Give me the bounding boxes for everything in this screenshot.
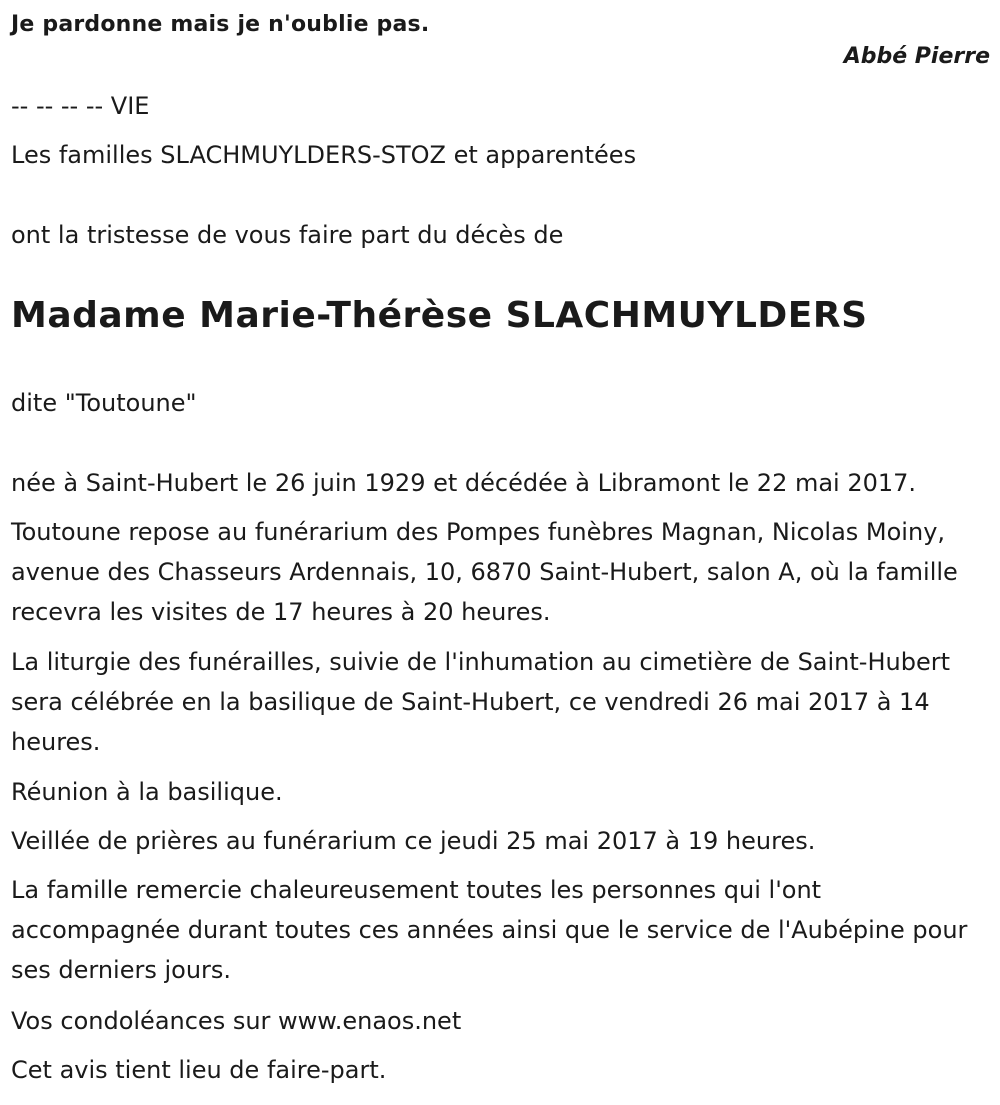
closing-paragraph: Cet avis tient lieu de faire-part. <box>11 1056 387 1084</box>
condolences-paragraph: Vos condoléances sur www.enaos.net <box>11 1007 462 1035</box>
birth-death-line: née à Saint-Hubert le 26 juin 1929 et décédée à Libramont le 22 mai 2017. <box>11 469 917 497</box>
deceased-name: Madame Marie-Thérèse SLACHMUYLDERS <box>11 295 868 336</box>
vigil-paragraph: Veillée de prières au funérarium ce jeudi 25 mai 2017 à 19 heures. <box>11 827 816 855</box>
announcement-line: ont la tristesse de vous faire part du décès de <box>11 221 564 249</box>
epigraph-quote: Je pardonne mais je n'oublie pas. <box>11 12 430 37</box>
funerarium-paragraph: Toutoune repose au funérarium des Pompes funèbres Magnan, Nicolas Moiny, avenue des Chasseurs Ardennais, 10, 6870 Saint-Hubert, salon A, où la famille recevra les visites de 17 heures à 20 heures. <box>11 518 958 626</box>
nickname-line: dite "Toutoune" <box>11 389 197 417</box>
thanks-paragraph: La famille remercie chaleureusement toutes les personnes qui l'ont accompagnée durant toutes ces années ainsi que le service de l'Aubépine pour ses derniers jours. <box>11 876 968 984</box>
epigraph-author: Abbé Pierre <box>843 44 990 69</box>
liturgy-paragraph: La liturgie des funérailles, suivie de l'inhumation au cimetière de Saint-Hubert sera célébrée en la basilique de Saint-Hubert, ce vendredi 26 mai 2017 à 14 heures. <box>11 648 950 756</box>
dashes-line: -- -- -- -- VIE <box>11 92 150 120</box>
families-line: Les familles SLACHMUYLDERS-STOZ et apparentées <box>11 141 637 169</box>
meeting-paragraph: Réunion à la basilique. <box>11 778 283 806</box>
